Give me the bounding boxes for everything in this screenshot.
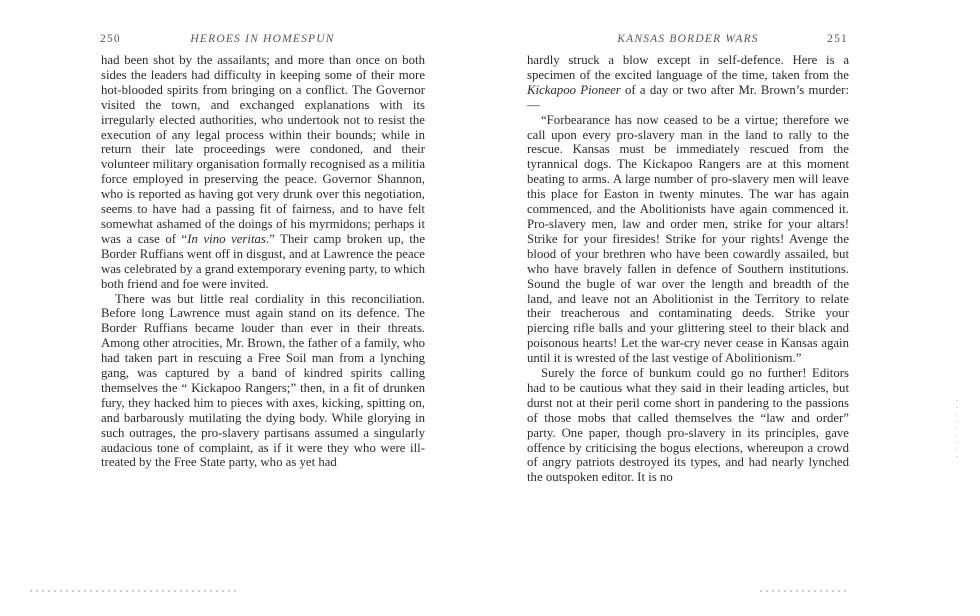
- right-body-text: [527, 53, 849, 485]
- text-segment: .” Their camp broken up, the Border Ruffians went off in disgust, and at Lawrence the peace was celebrated by a grand extemporary evening party, to which both friend and foe were invited.: [101, 231, 425, 291]
- right-running-head: [528, 33, 848, 47]
- text-segment: Surely the force of bunkum could go no further! Editors had to be cautious what they said in their leading articles, but durst not at their peril come short in pandering to the passions of those mobs that called themselves the “law and order” party. One paper, though pro-slavery in its principles, gave offence by criticising the bogus elections, whereupon a crowd of angry patriots destroyed its types, and had nearly lynched the outspoken editor. It is no: [527, 366, 849, 485]
- left-body-text: [101, 53, 425, 470]
- right-running-title: KANSAS BORDER WARS: [617, 33, 759, 45]
- paragraph: [101, 53, 425, 292]
- text-segment: of a day or two after Mr. Brown’s murder:—: [527, 82, 849, 112]
- paragraph: [527, 366, 849, 485]
- scan-artifact: [30, 590, 240, 592]
- scan-artifact: [760, 590, 850, 592]
- left-running-head: [100, 33, 425, 47]
- text-segment: There was but little real cordiality in this reconciliation. Before long Lawrence must again stand on its defence. The Border Ruffians became louder than ever in their threats. Among other atrocities, Mr. Brown, the father of a family, who had taken part in rescuing a Free Soil man from a lynching gang, was captured by a band of kindred spirits calling themselves the “ Kickapoo Rangers;” then, in a fit of drunken fury, they hacked him to pieces with axes, kicking, spitting on, and barbarously mutilating the dying body. While glorying in such outrages, the pro-slavery partisans assumed a singularly audacious tone of complaint, as if it were they who were ill-treated by the Free State party, who as yet had: [101, 291, 425, 470]
- paragraph: [527, 53, 849, 113]
- left-running-title: HEROES IN HOMESPUN: [190, 33, 335, 45]
- right-page-number: 251: [827, 33, 848, 45]
- italic-text: Kickapoo Pioneer: [527, 82, 621, 97]
- text-segment: had been shot by the assailants; and more than once on both sides the leaders had difficulty in keeping some of their more hot-blooded spirits from bringing on a conflict. The Governor visited the town, and exchanged explanations with its irregularly elected authorities, who undertook not to resist the execution of any legal process within their bounds; while in return their late proceedings were condoned, and their volunteer military organisation formally recognised as a militia force employed in preserving the peace. Governor Shannon, who is reported as having got very drunk over this negotiation, seems to have had a passing fit of fairness, and to have felt somewhat ashamed of the doings of his myrmidons; perhaps it was a case of “: [101, 53, 425, 246]
- left-page-number: 250: [100, 33, 121, 45]
- text-segment: “Forbearance has now ceased to be a virtue; therefore we call upon every pro-slavery man in the land to rally to the rescue. Kansas must be immediately rescued from the tyrannical dogs. The Kickapoo Rangers are at this moment beating to arms. A large number of pro-slavery men will leave this place for Easton in twenty minutes. The war has again commenced, and the Abolitionists have again commenced it. Pro-slavery men, law and order men, strike for your altars! Strike for your firesides! Strike for your rights! Avenge the blood of your brethren who have been cowardly assailed, but who have bravely fallen in defence of Southern institutions. Sound the bugle of war over the length and breadth of the land, and leave not an Abolitionist in the Territory to relate their treacherous and contaminating deeds. Strike your piercing rifle balls and your glittering steel to their black and poisonous hearts! Let the war-cry never cease in Kansas again until it is wrested of the last vestige of Abolitionism.”: [527, 112, 849, 366]
- right-page: [490, 0, 980, 616]
- paragraph: [101, 292, 425, 471]
- paragraph: [527, 113, 849, 366]
- italic-text: In vino veritas: [187, 231, 266, 246]
- text-segment: hardly struck a blow except in self-defence. Here is a specimen of the excited language of the time, taken from the: [527, 53, 849, 82]
- scan-edge-artifact: [956, 400, 958, 460]
